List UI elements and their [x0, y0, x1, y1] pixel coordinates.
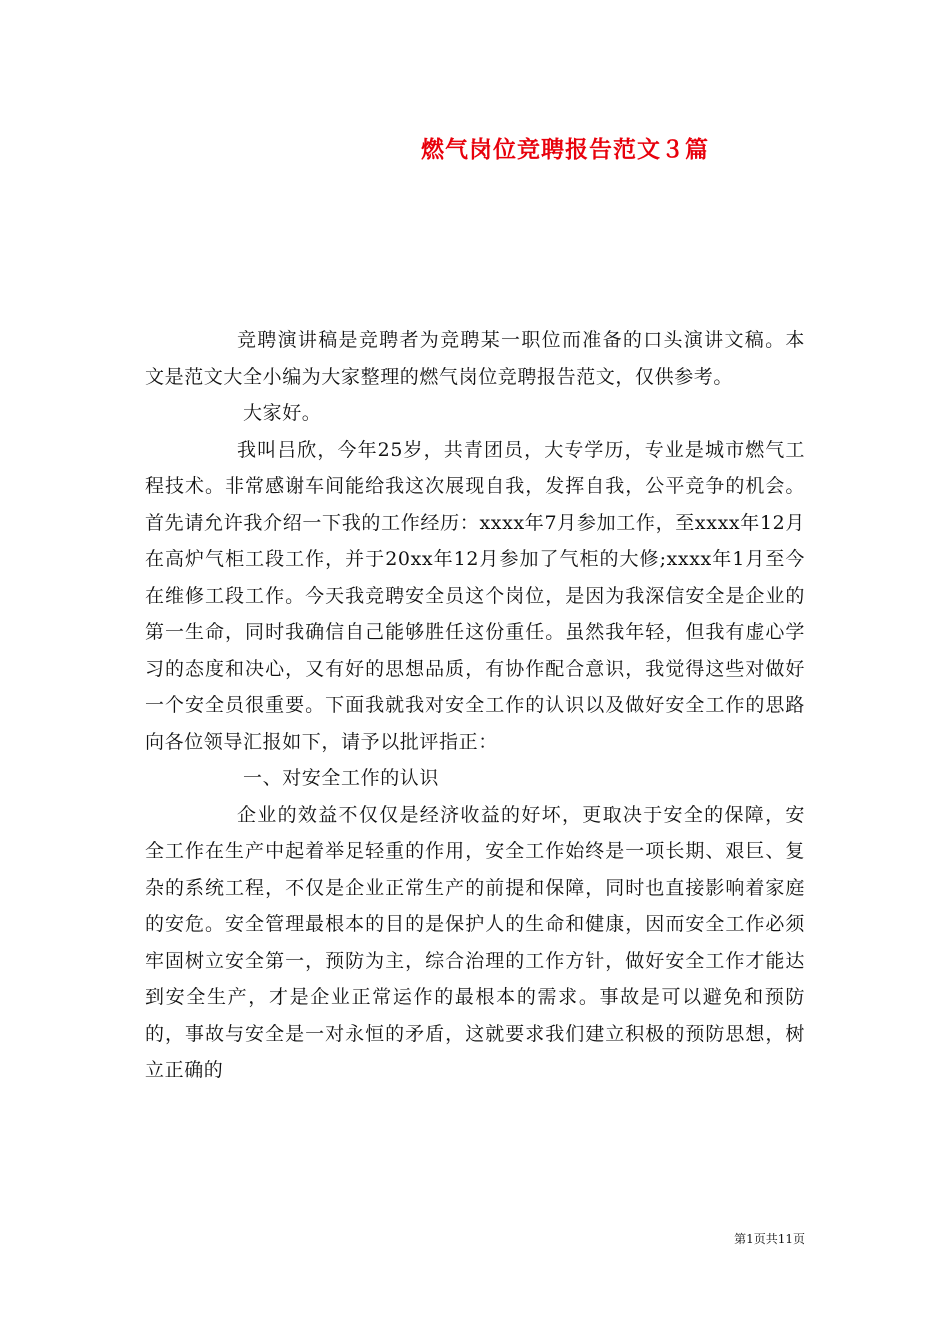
paragraph-greeting: 大家好。	[243, 402, 322, 424]
document-body	[145, 322, 805, 1089]
paragraph-safety-understanding: 企业的效益不仅仅是经济收益的好坏，更取决于安全的保障，安全工作在生产中起着举足轻重的作用，安全工作始终是一项长期、艰巨、复杂的系统工程，不仅是企业正常生产的前提和保障，同时也直接影响着家庭的安危。安全管理最根本的目的是保护人的生命和健康，因而安全工作必须牢固树立安全第一，预防为主，综合治理的工作方针，做好安全工作才能达到安全生产，才是企业正常运作的最根本的需求。事故是可以避免和预防的，事故与安全是一对永恒的矛盾，这就要求我们建立积极的预防思想，树立正确的	[145, 803, 805, 1081]
document-title: 燃气岗位竞聘报告范文３篇	[421, 136, 709, 163]
page-number-footer: 第1页共11页	[734, 1232, 805, 1246]
section-heading: 一、对安全工作的认识	[243, 767, 440, 789]
paragraph-self-introduction: 我叫吕欣，今年25岁，共青团员，大专学历，专业是城市燃气工程技术。非常感谢车间能给我这次展现自我，发挥自我，公平竞争的机会。首先请允许我介绍一下我的工作经历：xxxx年7月参加工作，至xxxx年12月在高炉气柜工段工作，并于20xx年12月参加了气柜的大修;xxxx年1月至今在维修工段工作。今天我竞聘安全员这个岗位，是因为我深信安全是企业的第一生命，同时我确信自己能够胜任这份重任。虽然我年轻，但我有虚心学习的态度和决心，又有好的思想品质，有协作配合意识，我觉得这些对做好一个安全员很重要。下面我就我对安全工作的认识以及做好安全工作的思路向各位领导汇报如下，请予以批评指正：	[145, 438, 805, 753]
paragraph-intro: 竞聘演讲稿是竞聘者为竞聘某一职位而准备的口头演讲文稿。本文是范文大全小编为大家整理的燃气岗位竞聘报告范文，仅供参考。	[145, 329, 805, 388]
